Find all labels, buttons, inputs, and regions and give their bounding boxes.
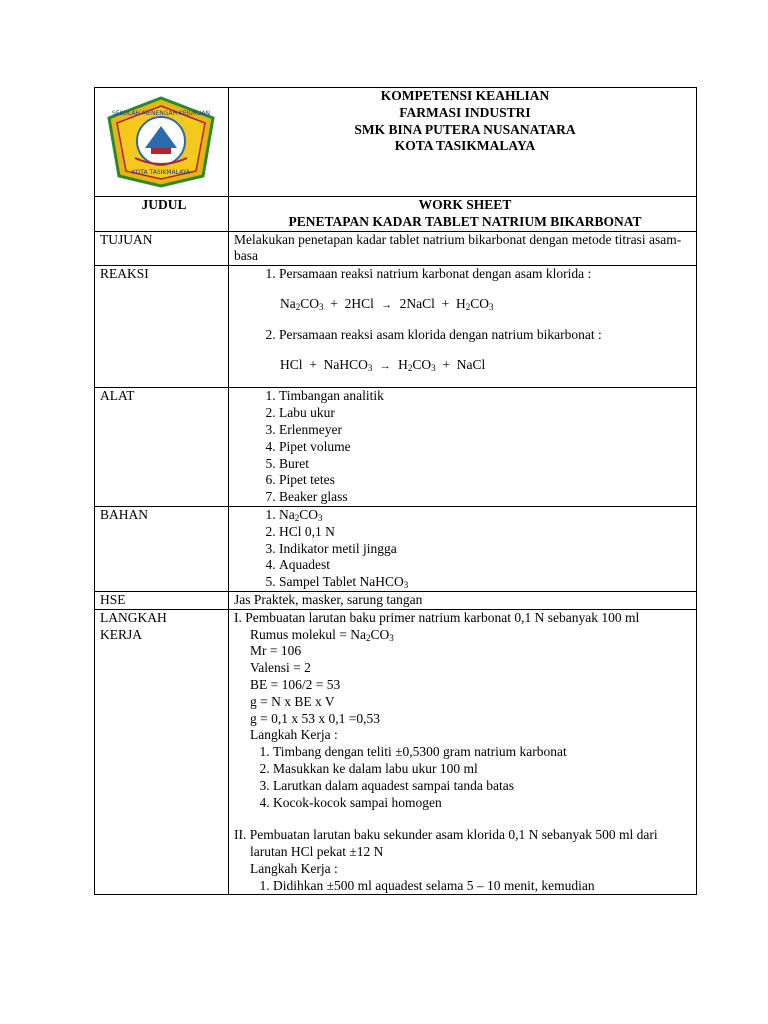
arrow-icon: → [381, 298, 393, 311]
part1-rumus: Rumus molekul = $Na_2CO_3$ [250, 626, 394, 643]
bahan-item: 2. HCl 0,1 N [279, 524, 696, 541]
part1-title: I. Pembuatan larutan baku primer natrium karbonat 0,1 N sebanyak 100 ml [234, 609, 640, 625]
header-line-1: KOMPETENSI KEAHLIAN [380, 88, 550, 103]
bahan-item: 4. Aquadest [279, 557, 696, 574]
bahan-row [95, 506, 697, 591]
reaksi-label: REAKSI [95, 266, 229, 388]
tujuan-label: TUJUAN [95, 231, 229, 266]
judul-content [229, 197, 697, 232]
alat-item: 4. Pipet volume [279, 439, 696, 456]
alat-item: 6. Pipet tetes [279, 472, 696, 489]
alat-item: 3. Erlenmeyer [279, 422, 696, 439]
judul-label: JUDUL [95, 197, 229, 232]
part1-valensi: Valensi = 2 [250, 660, 311, 676]
hse-row [95, 591, 697, 609]
part2-langkah-kerja: Langkah Kerja : [250, 860, 338, 876]
part1-rumus-text: Rumus molekul = Na [250, 626, 366, 642]
part1-g2: g = 0,1 x 53 x 0,1 =0,53 [250, 710, 380, 726]
bahan-item: 5. Sampel Tablet NaHCO$_3$ [279, 574, 696, 591]
judul-line-2: PENETAPAN KADAR TABLET NATRIUM BIKARBONAT [288, 213, 642, 229]
reaksi-item-1-text: Persamaan reaksi natrium karbonat dengan asam klorida : [279, 266, 592, 282]
part1-g1: g = N x BE x V [250, 693, 335, 709]
header-line-4: KOTA TASIKMALAYA [394, 138, 536, 154]
bahan-label: BAHAN [95, 506, 229, 591]
bahan-item: 3. Indikator metil jingga [279, 541, 696, 558]
reaksi-item-2-text: Persamaan reaksi asam klorida dengan natrium bikarbonat : [279, 326, 602, 342]
part1-langkah-kerja: Langkah Kerja : [250, 727, 338, 743]
hse-text: Jas Praktek, masker, sarung tangan [229, 591, 697, 609]
part2-steps [234, 878, 696, 895]
langkah-label-1: LANGKAH [100, 609, 167, 625]
reaksi-row [95, 266, 697, 388]
worksheet-page [94, 87, 697, 895]
reaksi-content [229, 266, 697, 388]
bahan-content [229, 506, 697, 591]
alat-list [234, 388, 696, 506]
part1-be: BE = 106/2 = 53 [250, 676, 341, 692]
tujuan-text: Melakukan penetapan kadar tablet natrium bikarbonat dengan metode titrasi asam-basa [229, 231, 697, 266]
reaksi-list-2 [234, 327, 696, 344]
langkah-label [95, 609, 229, 895]
langkah-content [229, 609, 697, 895]
reaksi-item-1 [279, 266, 696, 283]
header-line-2: FARMASI INDUSTRI [399, 104, 531, 120]
header-title-cell [229, 88, 697, 197]
step-item: 4. Kocok-kocok sampai homogen [273, 795, 696, 812]
alat-row [95, 388, 697, 507]
worksheet-table [94, 87, 697, 895]
alat-item: 5. Buret [279, 456, 696, 473]
alat-item: 7. Beaker glass [279, 489, 696, 506]
bahan-list [234, 507, 696, 591]
step-item: 3. Larutkan dalam aquadest sampai tanda batas [273, 778, 696, 795]
reaksi-list [234, 266, 696, 283]
logo-top-text: SEKOLAH MENENGAH KEJURUAN [112, 110, 210, 117]
step-item: 1. Timbang dengan teliti ±0,5300 gram natrium karbonat [273, 744, 696, 761]
langkah-row [95, 609, 697, 895]
logo-bottom-text: KOTA TASIKMALAYA [131, 169, 191, 176]
reaksi-formula-2: HCl + NaHCO$_3$ → $H_2CO_3$ + NaCl [280, 356, 486, 373]
reaksi-item-2 [279, 327, 696, 344]
part2-title: II. Pembuatan larutan baku sekunder asam klorida 0,1 N sebanyak 500 ml dari larutan HCl pekat ±12 N [234, 827, 658, 860]
alat-label: ALAT [95, 388, 229, 507]
langkah-label-2: KERJA [100, 626, 143, 642]
hse-label: HSE [95, 591, 229, 609]
header-line-3: SMK BINA PUTERA NUSANATARA [354, 121, 576, 137]
header-row [95, 88, 697, 197]
part1-mr: Mr = 106 [250, 643, 302, 659]
judul-line-1: WORK SHEET [418, 197, 512, 212]
step-item: 1. Didihkan ±500 ml aquadest selama 5 – 10 menit, kemudian [273, 878, 696, 895]
judul-row [95, 197, 697, 232]
arrow-icon: → [379, 359, 391, 372]
school-logo [105, 96, 217, 188]
logo-cell [95, 88, 229, 197]
alat-content [229, 388, 697, 507]
tujuan-row [95, 231, 697, 266]
step-item: 2. Masukkan ke dalam labu ukur 100 ml [273, 761, 696, 778]
bahan-item-5-text: Sampel Tablet NaHCO [279, 574, 404, 590]
part1-steps [234, 744, 696, 811]
alat-item: 2. Labu ukur [279, 405, 696, 422]
bahan-item: 1. $Na_2CO_3$ [279, 507, 696, 524]
alat-item: 1. Timbangan analitik [279, 388, 696, 405]
reaksi-formula-1: $Na_2CO_3 + 2HCl$ → 2NaCl + $H_2CO_3$ [280, 295, 494, 312]
